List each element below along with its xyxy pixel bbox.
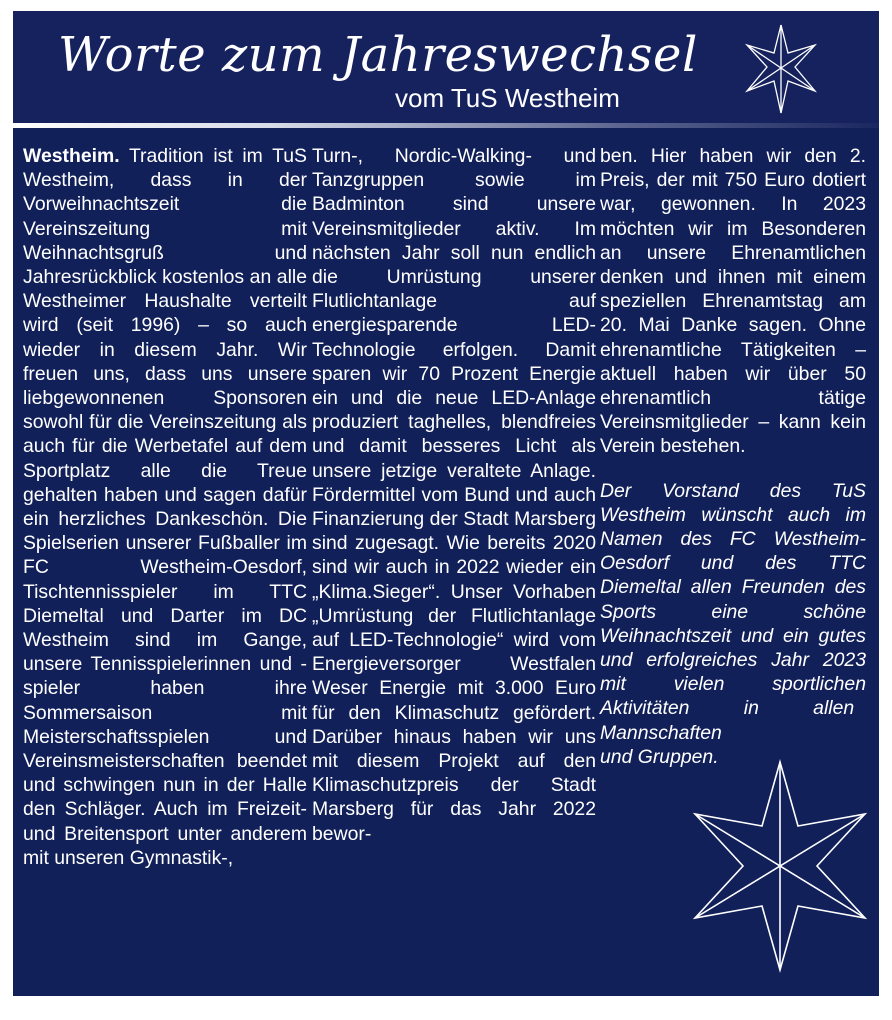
article-panel [13,11,879,996]
article-text-3: ben. Hier haben wir den 2. Preis, der mit 750 Euro dotiert war, gewonnen. In 2023 möchten wir im Besonderen an unsere Ehrenamtlichen denken und ihnen mit einem speziellen Ehrenamtstag am 20. Mai Danke sagen. Ohne ehrenamtliche Tätigkeiten – aktuell haben wir über 50 ehrenamtlich tätige Vereinsmitglieder – kann kein Verein bestehen. [600,145,866,458]
article-text-2: Turn-, Nordic-Walking- und Tanzgruppen sowie im Badminton sind unsere Vereinsmitglieder aktiv. Im nächsten Jahr soll nun endlich die Umrüstung unserer Flutlichtanlage auf energiesparende LED-Technologie erfolgen. Damit sparen wir 70 Prozent Energie ein und die neue LED-Anlage produziert taghelles, blendfreies und damit besseres Licht als unsere jetzige veraltete Anlage. Fördermittel vom Bund und auch Finanzierung der Stadt Marsberg sind zugesagt. Wie bereits 2020 sind wir auch in 2022 wieder ein „Klima.Sieger“. Unser Vorhaben „Umrüstung der Flutlichtanlage auf LED-Technologie“ wird vom Energieversorger Westfalen Weser Energie mit 3.000 Euro für den Klimaschutz gefördert. Darüber hinaus haben wir uns mit diesem Projekt auf den Klimaschutzpreis der Stadt Marsberg für das Jahr 2022 bewor- [312,145,596,845]
page-subtitle: vom TuS Westheim [395,83,620,113]
article-text-1: Tradition ist im TuS Westheim, dass in der Vorweihnachtszeit die Vereinszeitung mit Weihnachtsgruß und Jahresrückblick kostenlos an alle Westheimer Haushalte verteilt wird (seit 1996) – so auch wieder in diesem Jahr. Wir freuen uns, dass uns unsere liebgewonnenen Sponsoren sowohl für die Vereinszeitung als auch für die Werbetafel auf dem Sportplatz alle die Treue gehalten haben und sagen dafür ein herzliches Dankeschön. Die Spielserien unserer Fußballer im FC Westheim-Oesdorf, Tischtennisspieler im TTC Diemeltal und Darter im DC Westheim sind im Gange, unsere Tennisspielerinnen und -spieler haben ihre Sommersaison mit Meisterschaftsspielen und Vereinsmeisterschaften beendet und schwingen nun in der Halle den Schläger. Auch im Freizeit- und Breitensport unter anderem mit unseren Gymnastik-, [23,145,307,869]
article-column-2 [312,144,596,846]
star-icon-small [741,21,821,117]
star-icon-large [685,756,875,976]
closing-text: Der Vorstand des TuS Westheim wünscht auch im Namen des FC Westheim-Oesdorf und des TTC Diemeltal allen Freunden des Sports eine schöne Weihnachtszeit und ein gutes und erfolgreiches Jahr 2023 mit vielen sportlichen Aktivitäten in allen Mannschaften und Gruppen. [600,479,866,768]
article-column-1 [23,144,307,870]
header-divider [13,123,879,128]
closing-greeting [600,479,866,769]
header [13,11,879,123]
article-lead: Westheim. [23,145,120,167]
page-title: Worte zum Jahreswechsel [58,27,698,83]
article-column-3 [600,144,866,839]
